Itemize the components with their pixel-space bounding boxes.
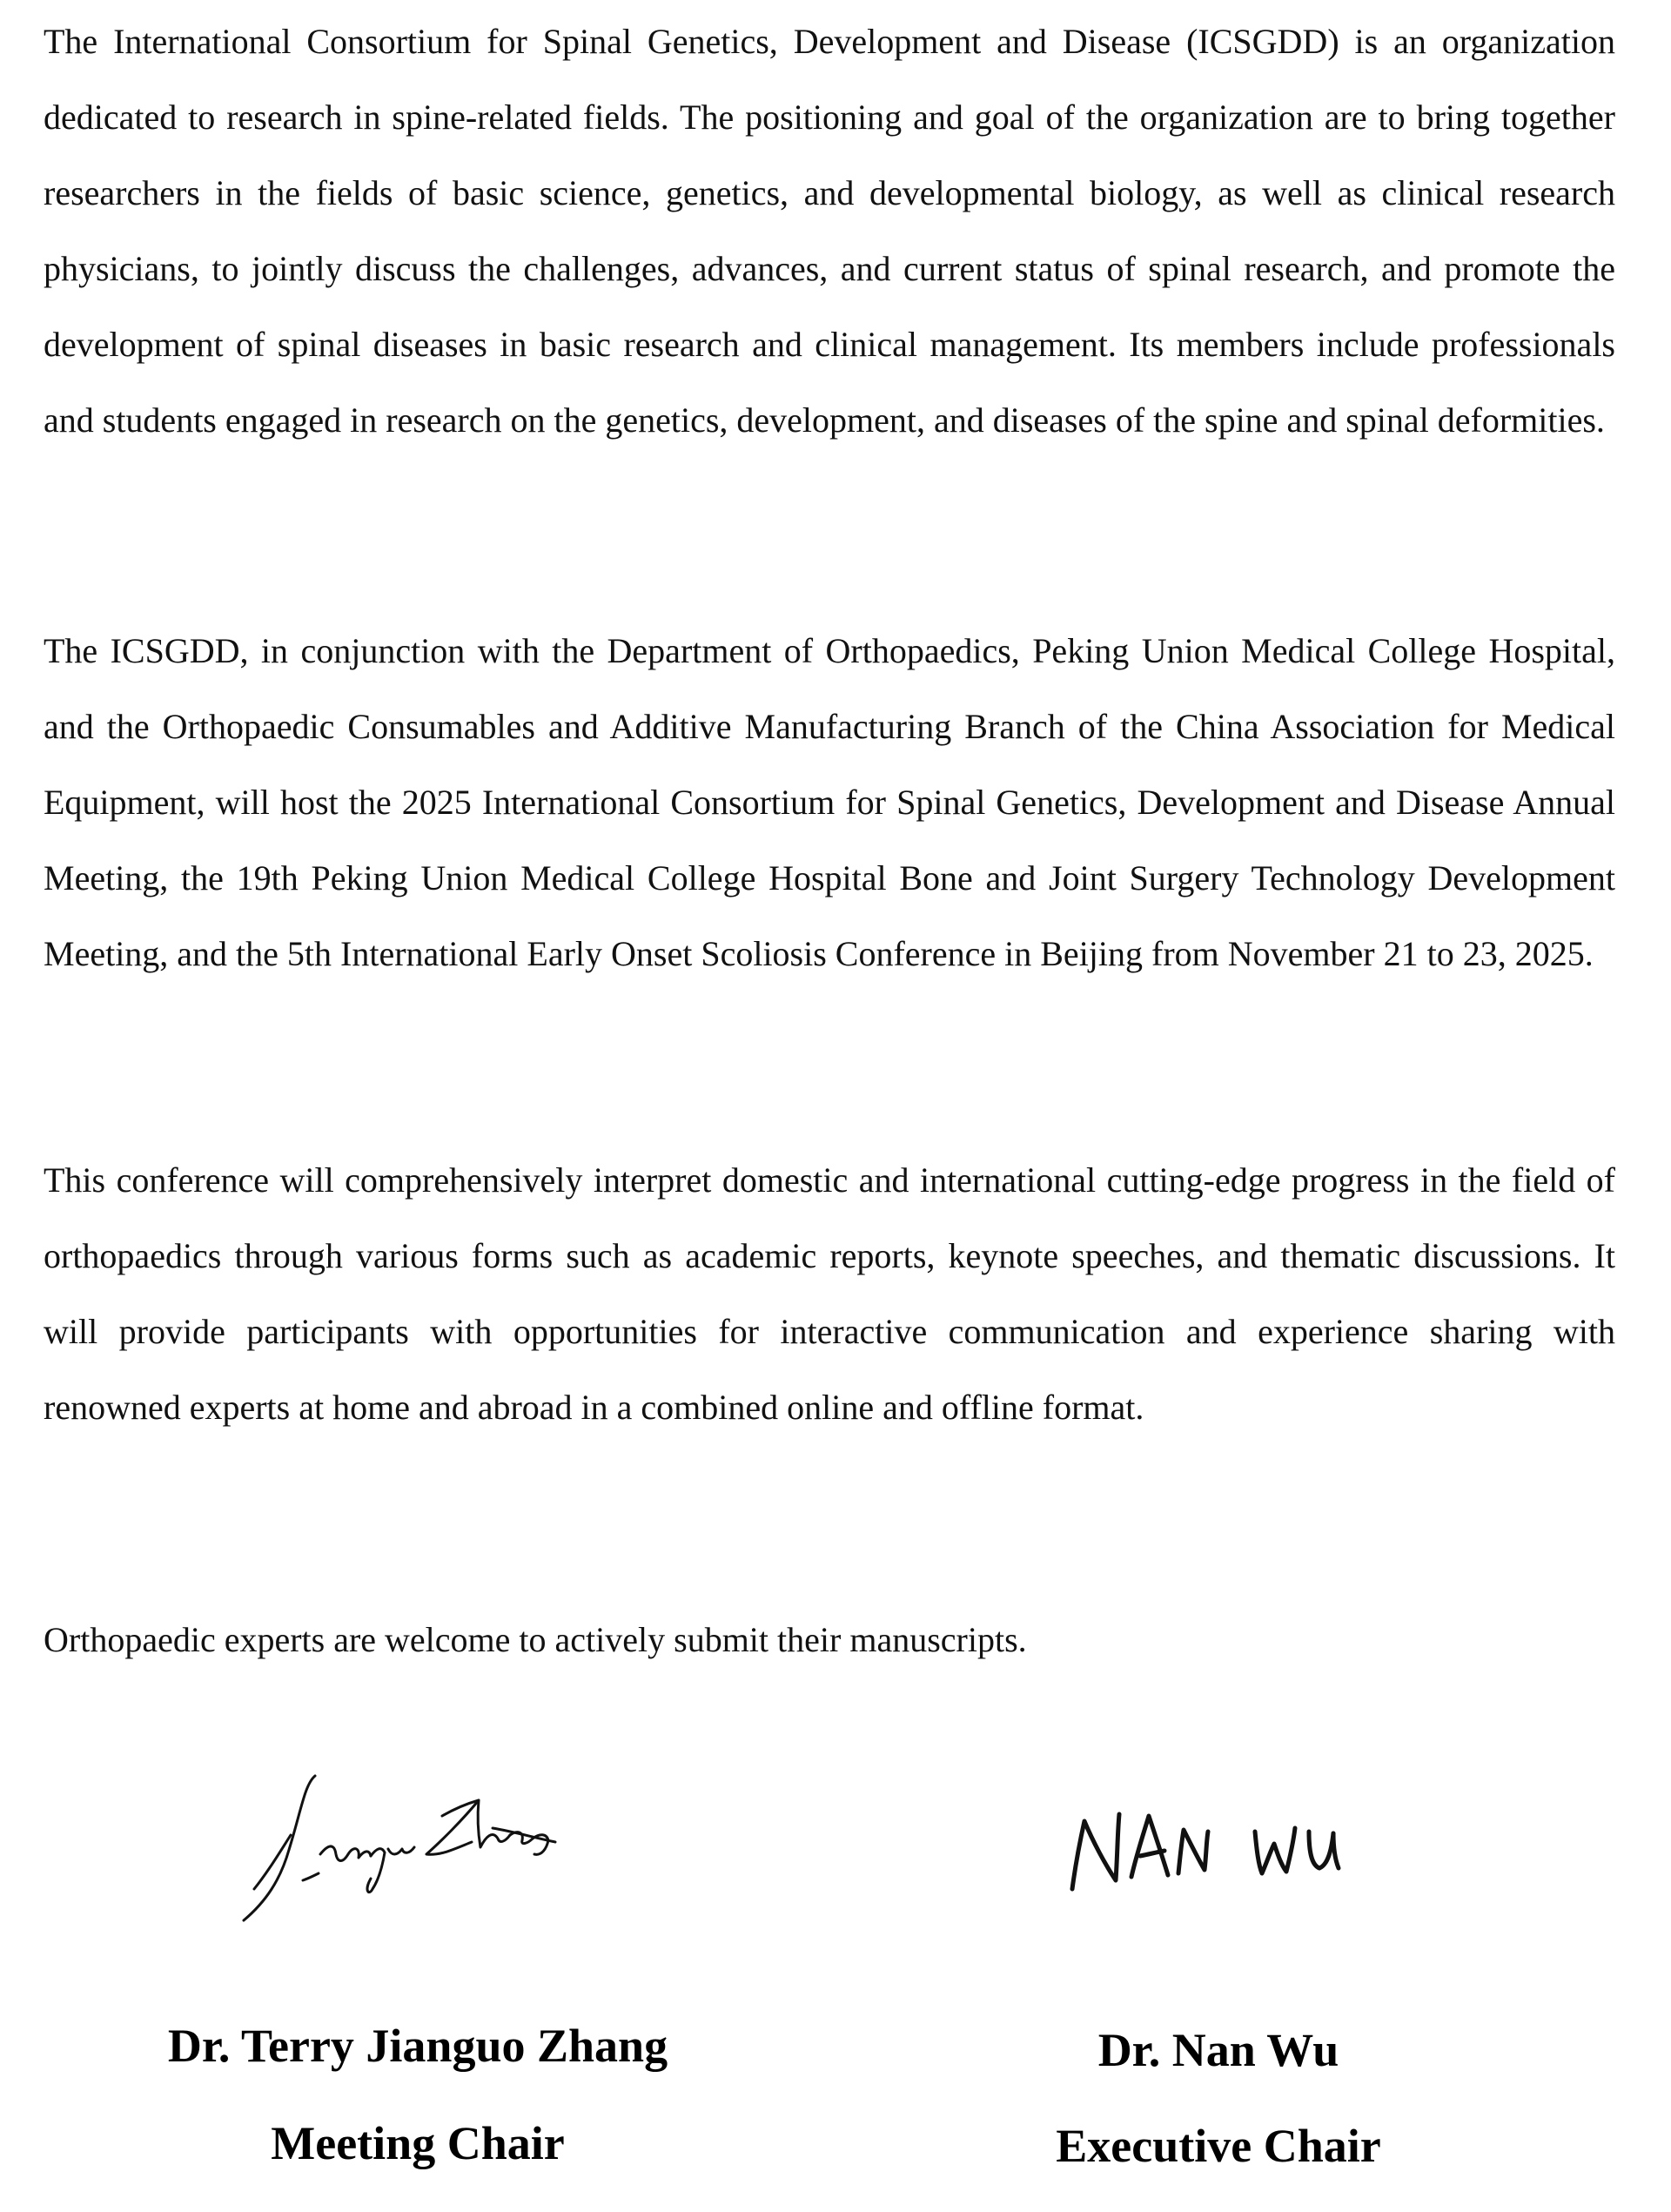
signer-name: Dr. Nan Wu (1097, 2024, 1339, 2076)
signer-title: Meeting Chair (271, 2117, 565, 2169)
signature-nan-wu (1018, 1758, 1419, 1941)
intro-paragraph: The International Consortium for Spinal Genetics, Development and Disease (ICSGDD) is an organization dedicated to research in spine-related fields. The positioning and goal of the organization are to bring together researchers in the fields of basic science, genetics, and developmental biology, as well as clinical research physicians, to jointly discuss the challenges, advances, and current status of spinal research, and promote the development of spinal diseases in basic research and clinical management. Its members include professionals and students engaged in research on the genetics, development, and diseases of the spine and spinal deformities. (44, 22, 1615, 440)
signature-jianguo-zhang (218, 1758, 618, 1941)
meeting-announcement-paragraph: The ICSGDD, in conjunction with the Department of Orthopaedics, Peking Union Medical College Hospital, and the Orthopaedic Consumables and Additive Manufacturing Branch of the China Association for Medical Equipment, will host the 2025 International Consortium for Spinal Genetics, Development and Disease Annual Meeting, the 19th Peking Union Medical College Hospital Bone and Joint Surgery Technology Development Meeting, and the 5th International Early Onset Scoliosis Conference in Beijing from November 21 to 23, 2025. (44, 631, 1615, 973)
signatory-block-executive-chair (870, 1758, 1567, 2172)
signatory-block-meeting-chair (70, 1758, 766, 2169)
signer-name: Dr. Terry Jianguo Zhang (167, 2020, 668, 2072)
call-for-manuscripts-paragraph: Orthopaedic experts are welcome to actively submit their manuscripts. (44, 1620, 1027, 1659)
signer-title: Executive Chair (1056, 2120, 1381, 2172)
conference-description-paragraph: This conference will comprehensively interpret domestic and international cutting-edge progress in the field of orthopaedics through various forms such as academic reports, keynote speeches, and thematic discussions. It will provide participants with opportunities for interactive communication and experience sharing with renowned experts at home and abroad in a combined online and offline format. (44, 1160, 1615, 1427)
